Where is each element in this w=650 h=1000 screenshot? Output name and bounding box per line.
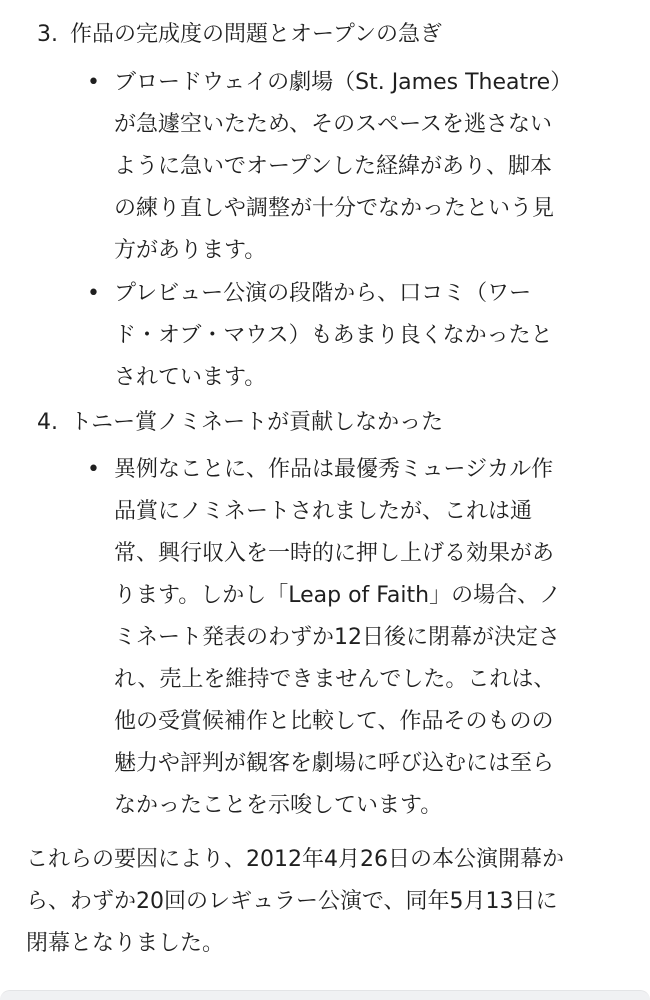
text-line: 他の受賞候補作と比較して、作品そのものの (114, 709, 554, 734)
text-line: ら、わずか20回のレギュラー公演で、同年5月13日に (26, 889, 558, 914)
text-line: の練り直しや調整が十分でなかったという見 (114, 196, 555, 221)
text-line: されています。 (114, 365, 267, 390)
text-line: ように急いでオープンした経緯があり、脚本 (114, 154, 553, 179)
text-line: なかったことを示唆しています。 (114, 793, 443, 818)
text-line: れ、売上を維持できませんでした。これは、 (114, 667, 556, 692)
text-line: 異例なことに、作品は最優秀ミュージカル作 (114, 457, 554, 482)
bullet-text (114, 62, 572, 272)
text-line: これらの要因により、2012年4月26日の本公演開幕か (26, 847, 564, 872)
text-line: ブロードウェイの劇場（St. James Theatre） (114, 70, 573, 95)
text-line: 品賞にノミネートされましたが、これは通 (114, 499, 533, 524)
text-line: プレビュー公演の段階から、口コミ（ワー (114, 281, 532, 306)
bullet-text (114, 449, 561, 827)
text-line: 魅力や評判が観客を劇場に呼び込むには至ら (114, 751, 555, 776)
text-line: 常、興行収入を一時的に押し上げる効果があ (114, 541, 555, 566)
bullet-marker: • (87, 457, 100, 482)
bottom-panel-edge (0, 990, 650, 1000)
item-number: 3. (37, 22, 58, 47)
summary-paragraph (26, 839, 564, 965)
text-line: ミネート発表のわずか12日後に閉幕が決定さ (114, 625, 560, 650)
text-line: ド・オブ・マウス）もあまり良くなかったと (114, 323, 553, 348)
item-title: 作品の完成度の問題とオープンの急ぎ (70, 22, 443, 47)
bullet-marker: • (87, 70, 100, 95)
text-line: ります。しかし「Leap of Faith」の場合、ノ (114, 583, 562, 608)
bullet-marker: • (87, 281, 100, 306)
item-title: トニー賞ノミネートが貢献しなかった (70, 410, 444, 435)
item-number: 4. (37, 410, 58, 435)
text-line: 方があります。 (114, 238, 267, 263)
text-line: が急遽空いたため、そのスペースを逃さない (114, 112, 553, 137)
text-line: 閉幕となりました。 (26, 931, 225, 956)
bullet-text (114, 273, 553, 399)
